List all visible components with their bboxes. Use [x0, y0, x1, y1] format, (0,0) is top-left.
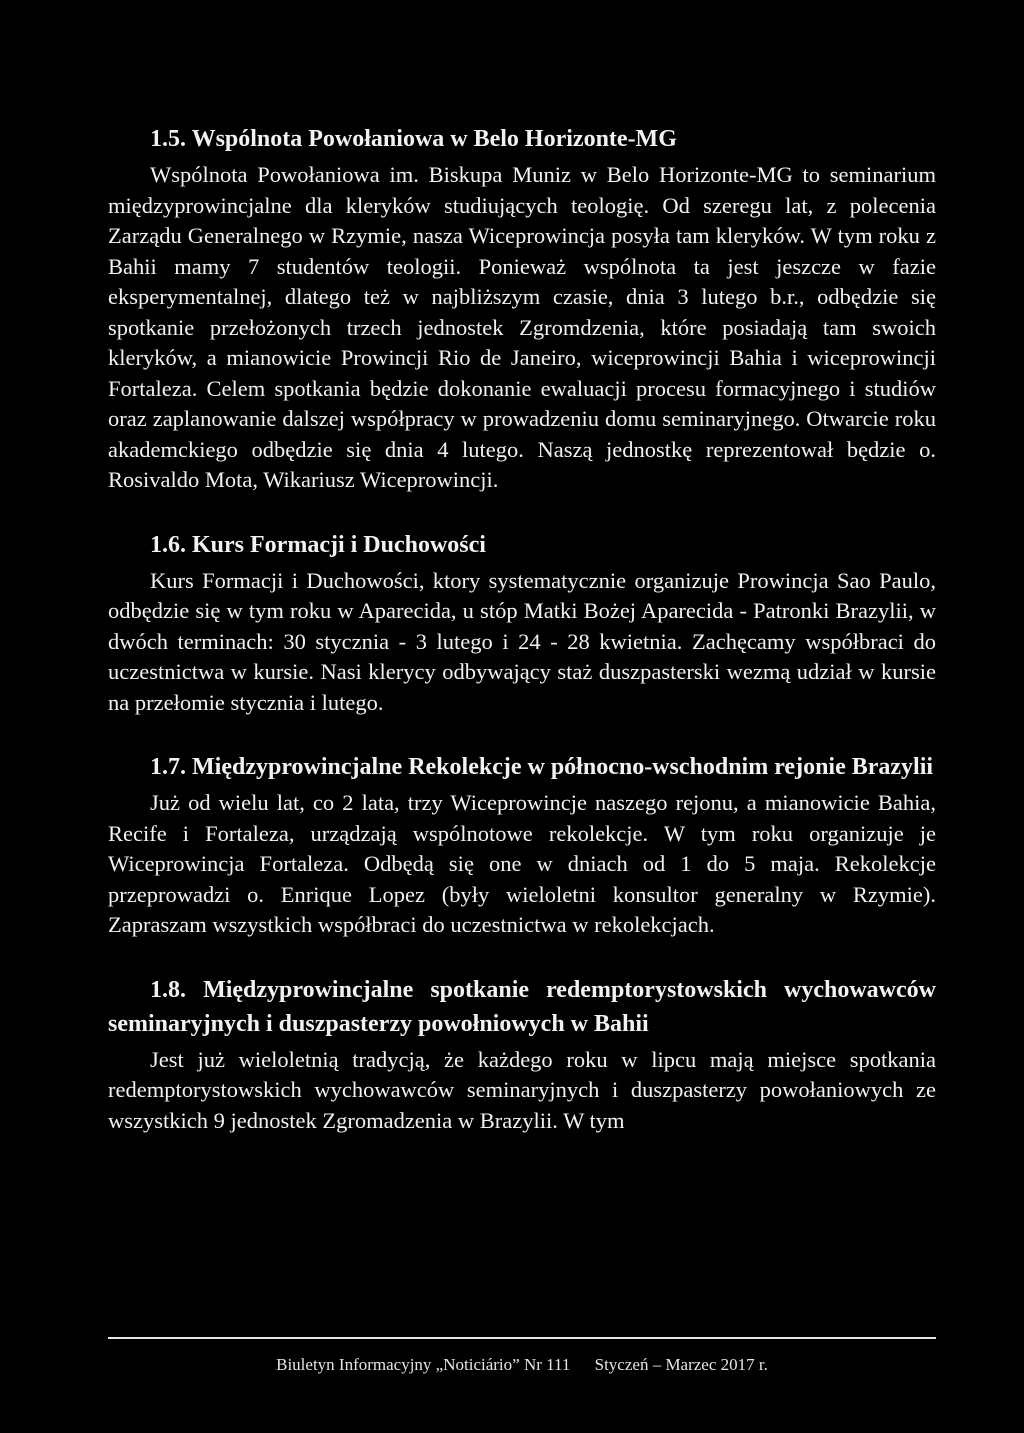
section-heading: 1.7. Międzyprowincjalne Rekolekcje w północno-wschodnim rejonie Brazylii	[150, 754, 934, 780]
section-heading: 1.5. Wspólnota Powołaniowa w Belo Horizonte-MG	[150, 126, 677, 152]
footer-divider	[108, 1337, 936, 1339]
section-1-8	[108, 973, 936, 1137]
section-1-6	[108, 528, 936, 719]
section-paragraph: Jest już wieloletnią tradycją, że każdego roku w lipcu mają miejsce spotkania redemptorystowskich wychowawców seminaryjnych i duszpasterzy powołaniowych ze wszystkich 9 jednostek Zgromadzenia w Brazylii. W tym	[108, 1046, 936, 1133]
section-1-7	[108, 750, 936, 941]
document-page	[108, 122, 936, 1136]
footer-bulletin-title: Biuletyn Informacyjny „Noticiário” Nr 111	[276, 1355, 571, 1374]
section-paragraph: Wspólnota Powołaniowa im. Biskupa Muniz w Belo Horizonte-MG to seminarium międzyprowincjalne dla kleryków studiujących teologię. Od szeregu lat, z polecenia Zarządu Generalnego w Rzymie, nasza Wiceprowincja posyła tam kleryków. W tym roku z Bahii mamy 7 studentów teologii. Ponieważ wspólnota ta jest jeszcze w fazie eksperymentalnej, dlatego też w najbliższym czasie, dnia 3 lutego b.r., odbędzie się spotkanie przełożonych trzech jednostek Zgromdzenia, które posiadają tam swoich kleryków, a mianowicie Prowincji Rio de Janeiro, wiceprowincji Bahia i wiceprowincji Fortaleza. Celem spotkania będzie dokonanie ewaluacji procesu formacyjnego i studiów oraz zaplanowanie dalszej współpracy w prowadzeniu domu seminaryjnego. Otwarcie roku akademckiego odbędzie się dnia 4 lutego. Naszą jednostkę reprezentował będzie o. Rosivaldo Mota, Wikariusz Wiceprowincji.	[108, 162, 936, 492]
section-paragraph: Kurs Formacji i Duchowości, ktory systematycznie organizuje Prowincja Sao Paulo, odbędzie się w tym roku w Aparecida, u stóp Matki Bożej Aparecida - Patronki Brazylii, w dwóch terminach: 30 stycznia - 3 lutego i 24 - 28 kwietnia. Zachęcamy współbraci do uczestnictwa w kursie. Nasi klerycy odbywający staż duszpasterski wezmą udział w kursie na przełomie stycznia i lutego.	[108, 567, 936, 715]
footer-date: Styczeń – Marzec 2017 r.	[594, 1355, 768, 1374]
section-spacer	[108, 718, 936, 750]
section-paragraph: Już od wielu lat, co 2 lata, trzy Wiceprowincje naszego rejonu, a mianowicie Bahia, Recife i Fortaleza, urządzają wspólnotowe rekolekcje. W tym roku organizuje je Wiceprowincja Fortaleza. Odbędą się one w dniach od 1 do 5 maja. Rekolekcje przeprowadzi o. Enrique Lopez (były wieloletni konsultor generalny w Rzymie). Zapraszam wszystkich współbraci do uczestnictwa w rekolekcjach.	[108, 790, 936, 937]
footer	[108, 1354, 936, 1376]
section-spacer	[108, 941, 936, 973]
section-1-5	[108, 122, 936, 496]
section-heading: 1.6. Kurs Formacji i Duchowości	[150, 531, 486, 558]
section-spacer	[108, 496, 936, 528]
section-heading: 1.8. Międzyprowincjalne spotkanie redemptorystowskich wychowawców seminaryjnych i duszpasterzy powołniowych w Bahii	[108, 976, 936, 1037]
